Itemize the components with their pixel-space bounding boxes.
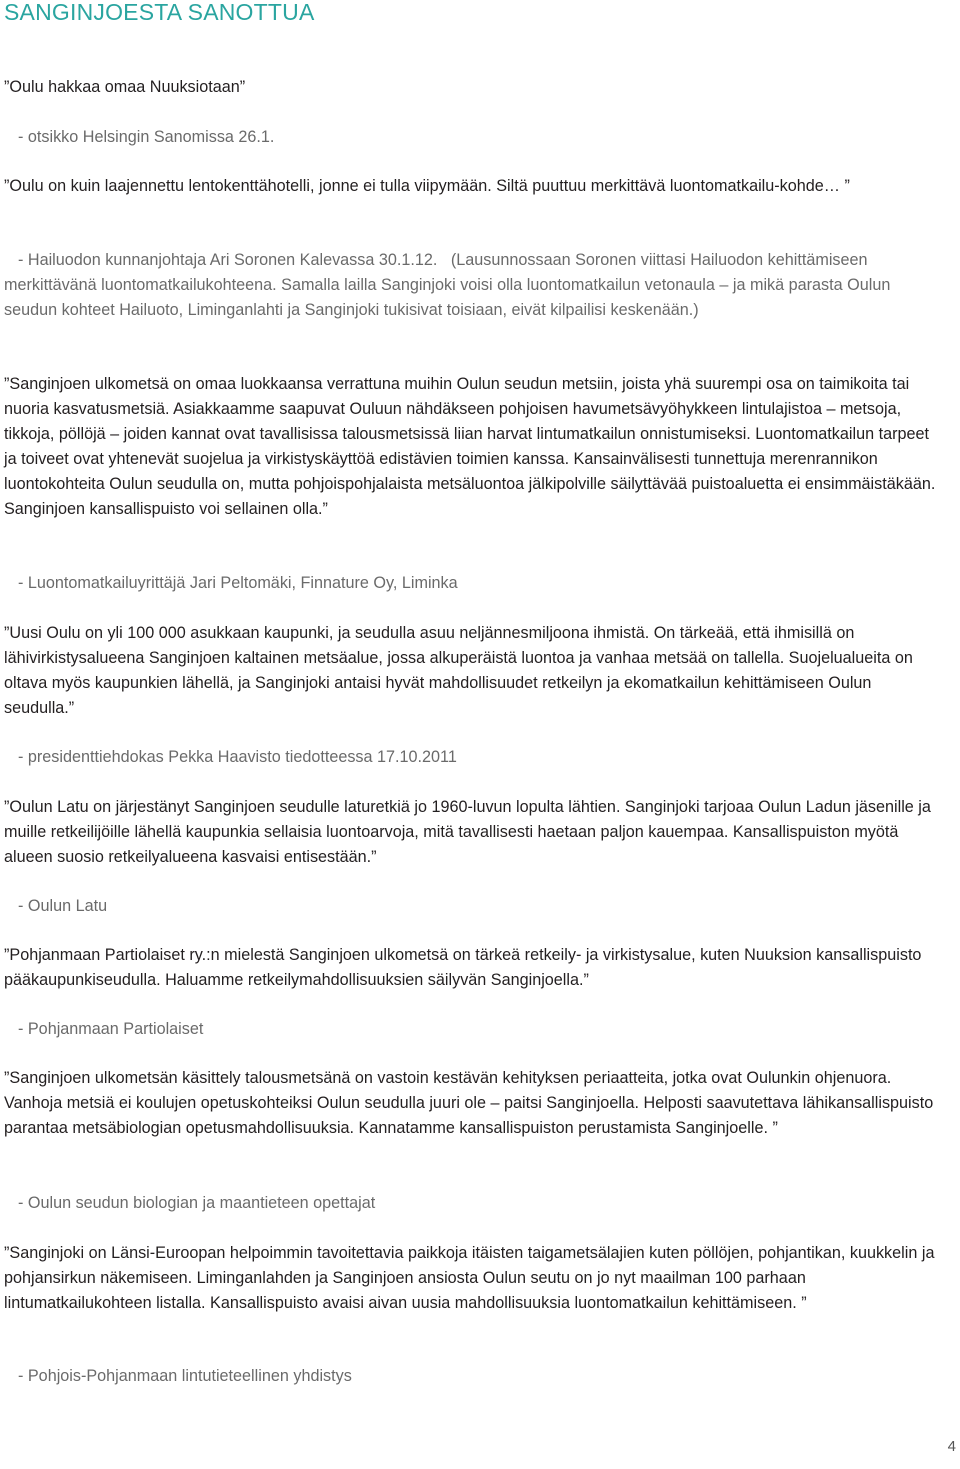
source-soronen: - Hailuodon kunnanjohtaja Ari Soronen Kalevassa 30.1.12. (18, 251, 438, 269)
source-opettajat: - Oulun seudun biologian ja maantieteen opettajat (18, 1194, 376, 1212)
quote-nuuksio: ”Oulu hakkaa omaa Nuuksiotaan” (4, 78, 246, 96)
page-title: SANGINJOESTA SANOTTUA (4, 0, 315, 25)
quote-partiolaiset: ”Pohjanmaan Partiolaiset ry.:n mielestä Sanginjoen ulkometsä on tärkeä retkeily- ja virkistysalue, kuten Nuuksion kansallispuisto pääkaupunkiseudulla. Haluamme retkeilymahdollisuuksien säilyvän Sanginjoella.” (4, 946, 922, 989)
source-helsingin-sanomat: - otsikko Helsingin Sanomissa 26.1. (18, 128, 275, 146)
quote-peltomaki: ”Sanginjoen ulkometsä on omaa luokkaansa verrattuna muihin Oulun seudun metsiin, joista yhä suurempi osa on taimikoita tai nuoria kasvatusmetsiä. Asiakkaamme saapuvat Ouluun nähdäkseen pohjoisen havumetsävyöhykkeen lintulajistoa – metsoja, tikkoja, pöllöjä – joiden kannat ovat tavallisissa talousmetsissä liian harvat lintumatkailun onnistumiseksi. Luontomatkailun tarpeet ja toiveet ovat yhtenevät suojelua ja virkistyskäyttöä edistävien toimien kanssa. Kansainvälisesti tunnettuja merenrannikon luontokohteita Oulun seudulla on, mutta pohjoispohjalaista metsäluontoa jälkipolville säilyttävää puistoaluetta ei ensimmäistäkään. Sanginjoen kansallispuisto voi sellainen olla.” (4, 375, 936, 518)
page-number: 4 (947, 1438, 956, 1455)
source-lintutieteellinen: - Pohjois-Pohjanmaan lintutieteellinen yhdistys (18, 1367, 352, 1385)
quote-opettajat: ”Sanginjoen ulkometsän käsittely talousmetsänä on vastoin kestävän kehityksen periaatteita, jotka ovat Oulunkin ohjenuora. Vanhoja metsiä ei koulujen opetuskohteiksi Oulun seudulla juuri ole – paitsi Sanginjoella. Helposti saavutettava lähikansallispuisto parantaa metsäbiologian opetusmahdollisuuksia. Kannatamme kansallispuiston perustamista Sanginjoelle. ” (4, 1069, 934, 1137)
source-soronen-block (4, 248, 944, 323)
quote-oulun-latu: ”Oulun Latu on järjestänyt Sanginjoen seudulle laturetkiä jo 1960-luvun lopulta lähtien. Sanginjoki tarjoaa Oulun Ladun jäsenille ja muille retkeilijöille lähellä kaupunkia sellaisia luontoarvoja, mitä tavallisesti haetaan paljon kauempaa. Kansallispuiston myötä alueen suosio retkeilyalueena kasvaisi entisestään.” (4, 798, 931, 866)
source-peltomaki: - Luontomatkailuyrittäjä Jari Peltomäki, Finnature Oy, Liminka (18, 574, 458, 592)
quote-lintutieteellinen: ”Sanginjoki on Länsi-Euroopan helpoimmin tavoitettavia paikkoja itäisten taigametsälajien kuten pöllöjen, pohjantikan, kuukkelin ja pohjansirkun näkemiseen. Liminganlahden ja Sanginjoen ansiosta Oulun seutu on jo nyt maailman 100 parhaan lintumatkailukohteen listalla. Kansallispuisto avaisi aivan uusia mahdollisuuksia luontomatkailun kehittämiseen. ” (4, 1244, 935, 1312)
source-haavisto: - presidenttiehdokas Pekka Haavisto tiedotteessa 17.10.2011 (18, 748, 457, 766)
quote-lentokenttahotelli: ”Oulu on kuin laajennettu lentokenttähotelli, jonne ei tulla viipymään. Siltä puuttuu merkittävä luontomatkailu-kohde… ” (4, 177, 850, 195)
note-soronen: (Lausunnossaan Soronen viittasi Hailuodon kehittämiseen merkittävänä luontomatkailukohteena. Samalla lailla Sanginjoki voisi olla luontomatkailun vetonaula – ja mikä parasta Oulun seudun kohteet Hailuoto, Liminganlahti ja Sanginjoki tukisivat toisiaan, eivät kilpailisi keskenään.) (4, 251, 891, 319)
source-oulun-latu: - Oulun Latu (18, 897, 108, 915)
source-partiolaiset: - Pohjanmaan Partiolaiset (18, 1020, 204, 1038)
quote-haavisto: ”Uusi Oulu on yli 100 000 asukkaan kaupunki, ja seudulla asuu neljännesmiljoona ihmistä. On tärkeää, että ihmisillä on lähivirkistysalueena Sanginjoen kaltainen metsäalue, jossa alkuperäistä luontoa ja vanhaa metsää on tallella. Suojelualueita on oltava myös kaupunkien lähellä, ja Sanginjoki antaisi hyvät mahdollisuudet retkeilyn ja ekomatkailun kehittämiseen Oulun seudulla.” (4, 624, 913, 717)
